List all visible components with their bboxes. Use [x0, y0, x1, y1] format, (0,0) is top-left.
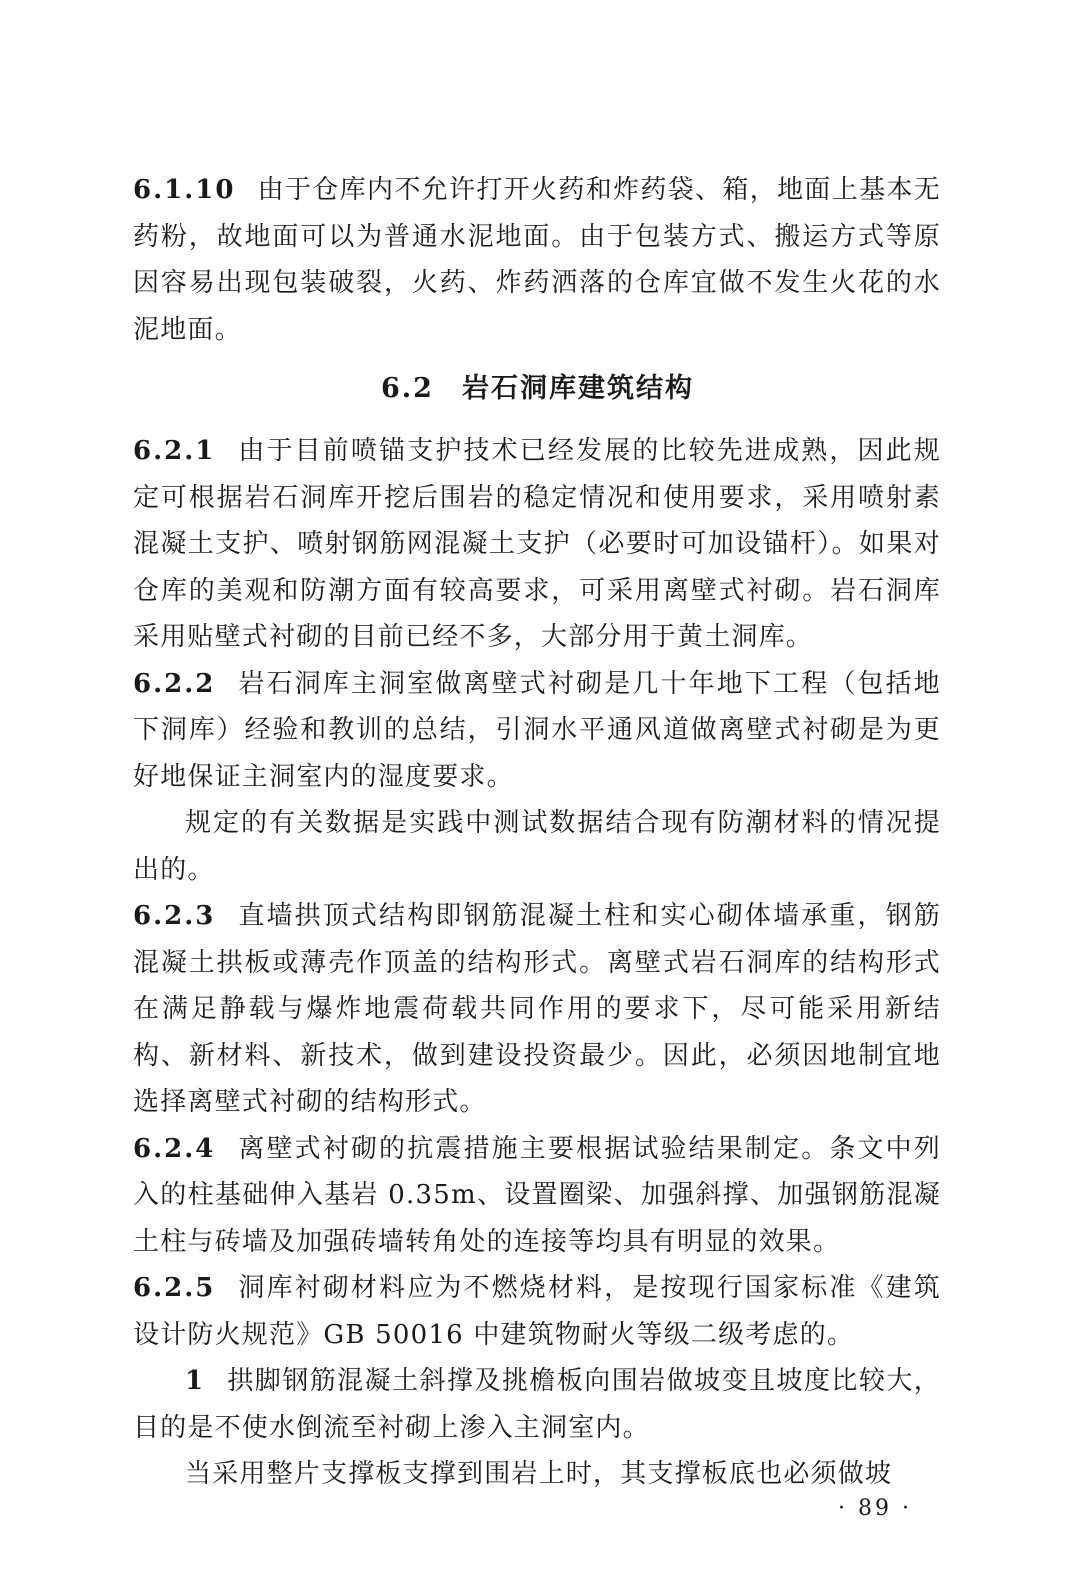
clause-number: 6.2.2	[133, 668, 216, 699]
section-6-2-body	[133, 428, 941, 1498]
clause-number: 6.2.5	[133, 1273, 216, 1303]
clause-6-2-1	[133, 428, 941, 661]
section-title: 岩石洞库建筑结构	[461, 373, 694, 404]
clause-6-2-5-paragraph-3: 当采用整片支撑板支撑到围岩上时，其支撑板底也必须做坡	[185, 1459, 893, 1489]
clause-6-1-10	[133, 167, 941, 353]
clause-text: 岩石洞库主洞室做离壁式衬砌是几十年地下工程（包括地下洞库）经验和教训的总结，引洞水平通风道做离壁式衬砌是为更好地保证主洞室内的湿度要求。	[133, 668, 941, 792]
item-text: 拱脚钢筋混凝土斜撑及挑檐板向围岩做坡变且坡度比较大，目的是不使水倒流至衬砌上渗入主洞室内。	[133, 1366, 941, 1443]
clause-6-2-3	[133, 893, 941, 1126]
item-number: 1	[185, 1366, 206, 1396]
section-heading	[0, 366, 1075, 405]
clause-6-2-5-item-1	[133, 1358, 941, 1451]
clause-6-2-5	[133, 1265, 941, 1358]
clause-6-2-4	[133, 1126, 941, 1266]
clause-text: 由于目前喷锚支护技术已经发展的比较先进成熟，因此规定可根据岩石洞库开挖后围岩的稳定情况和使用要求，采用喷射素混凝土支护、喷射钢筋网混凝土支护（必要时可加设锚杆）。如果对仓库的美观和防潮方面有较高要求，可采用离壁式衬砌。岩石洞库采用贴壁式衬砌的目前已经不多，大部分用于黄土洞库。	[133, 436, 941, 652]
clause-text: 离壁式衬砌的抗震措施主要根据试验结果制定。条文中列入的柱基础伸入基岩 0.35m、设置圈梁、加强斜撑、加强钢筋混凝土柱与砖墙及加强砖墙转角处的连接等均具有明显的效果。	[133, 1133, 941, 1257]
clause-number: 6.2.1	[133, 436, 216, 466]
clause-number: 6.1.10	[133, 175, 236, 205]
clause-number: 6.2.4	[133, 1133, 216, 1164]
clause-number: 6.2.3	[133, 901, 216, 931]
clause-6-2-2-paragraph-2: 规定的有关数据是实践中测试数据结合现有防潮材料的情况提出的。	[133, 808, 941, 885]
clause-text: 由于仓库内不允许打开火药和炸药袋、箱，地面上基本无药粉，故地面可以为普通水泥地面。由于包装方式、搬运方式等原因容易出现包装破裂，火药、炸药洒落的仓库宜做不发生火花的水泥地面。	[133, 175, 941, 345]
clause-text: 洞库衬砌材料应为不燃烧材料，是按现行国家标准《建筑设计防火规范》GB 50016 中建筑物耐火等级二级考虑的。	[133, 1273, 941, 1350]
clause-text: 直墙拱顶式结构即钢筋混凝土柱和实心砌体墙承重，钢筋混凝土拱板或薄壳作顶盖的结构形式。离壁式岩石洞库的结构形式在满足静载与爆炸地震荷载共同作用的要求下，尽可能采用新结构、新材料、新技术，做到建设投资最少。因此，必须因地制宜地选择离壁式衬砌的结构形式。	[133, 901, 941, 1117]
section-number: 6.2	[381, 373, 434, 404]
clause-6-2-2	[133, 661, 941, 801]
page-number: · 89 ·	[838, 1496, 912, 1521]
clause-paragraph	[133, 167, 941, 353]
